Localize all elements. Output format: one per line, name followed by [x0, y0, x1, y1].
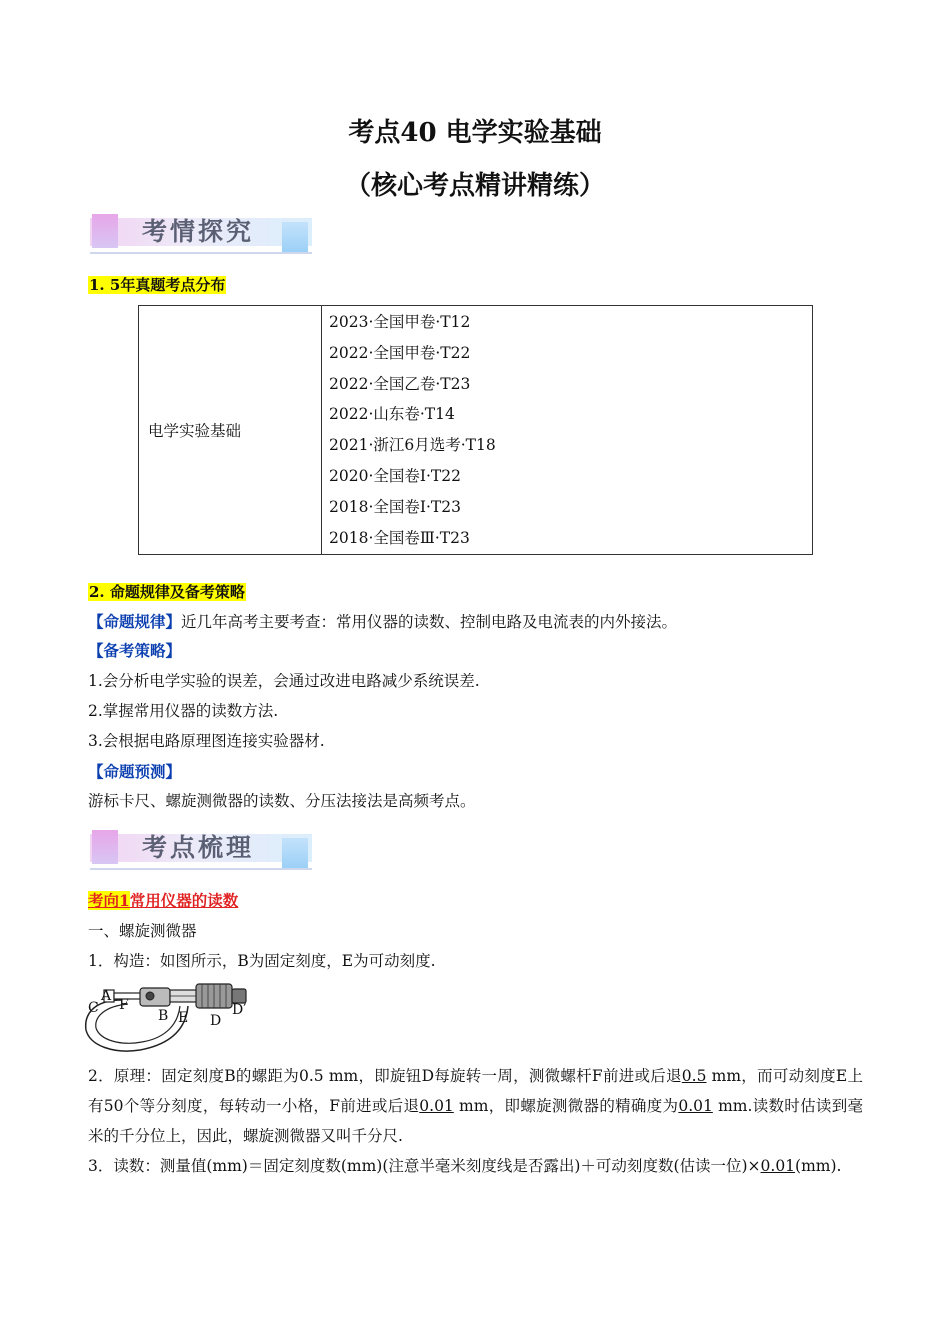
section-banner-exam-analysis	[90, 214, 312, 256]
figure-label: A	[101, 988, 112, 1004]
figure-label: C	[88, 1000, 99, 1016]
list-item: 2021·浙江6月选考·T18	[329, 436, 496, 455]
rule-paragraph	[88, 612, 677, 632]
strategy-item: 3.会根据电路原理图连接实验器材.	[88, 732, 325, 750]
banner-text: 考情探究	[142, 217, 255, 246]
micrometer-heading: 一、螺旋测微器	[88, 922, 197, 940]
principle-paragraph: 2．原理：固定刻度B的螺距为0.5 mm，即旋钮D每旋转一周，测微螺杆F前进或后退0.5 mm，而可动刻度E上有50个等分刻度，每转动一小格，F前进或后退0.01 mm，即螺旋测微器的精确度为0.01 mm.读数时估读到毫米的千分位上，因此，螺旋测微器又叫千分尺.	[88, 1067, 863, 1145]
micrometer-structure: 1．构造：如图所示，B为固定刻度，E为可动刻度.	[88, 952, 436, 970]
section2-heading: 2. 命题规律及备考策略	[89, 583, 245, 601]
page-title: 考点40 电学实验基础	[348, 118, 602, 148]
answer-blank: 0.01	[760, 1157, 796, 1175]
table-items-cell	[322, 306, 813, 555]
answer-blank: 0.01	[419, 1097, 454, 1115]
ratchet	[232, 989, 246, 1003]
list-item: 2023·全国甲卷·T12	[329, 313, 471, 331]
list-item: 2022·全国乙卷·T23	[329, 374, 471, 393]
list-item: 2022·全国甲卷·T22	[329, 343, 471, 362]
section1-heading: 1. 5年真题考点分布	[89, 276, 226, 294]
rule-label: 【命题规律】	[88, 612, 182, 631]
answer-blank: 0.5	[681, 1067, 707, 1085]
strategy-label: 【备考策略】	[88, 641, 182, 660]
exam-distribution-table	[138, 305, 813, 555]
banner-text: 考点梳理	[142, 833, 255, 862]
table-topic-cell: 电学实验基础	[139, 306, 322, 555]
strategy-item: 1.会分析电学实验的误差，会通过改进电路减少系统误差.	[88, 672, 480, 690]
forecast-label: 【命题预测】	[88, 762, 182, 781]
figure-label: E	[178, 1010, 189, 1026]
rule-text: 近几年高考主要考查：常用仪器的读数、控制电路及电流表的内外接法。	[181, 613, 678, 631]
frame-body	[140, 988, 170, 1006]
section-banner-key-points	[90, 830, 312, 872]
answer-blank: 0.01	[678, 1097, 713, 1115]
list-item: 2020·全国卷Ⅰ·T22	[329, 466, 461, 485]
figure-label: D′	[232, 1002, 247, 1018]
list-item: 2018·全国卷Ⅰ·T23	[329, 497, 461, 516]
lock-knob	[146, 992, 154, 1000]
figure-label: F	[119, 997, 129, 1013]
direction-title: 常用仪器的读数	[129, 891, 239, 910]
figure-label: D	[210, 1013, 222, 1029]
direction-heading	[88, 891, 238, 911]
page-subtitle: （核心考点精讲精练）	[344, 171, 605, 201]
reading-paragraph: 3．读数：测量值(mm)＝固定刻度数(mm)(注意半毫米刻度线是否露出)＋可动刻度数(估读一位)×0.01(mm).	[88, 1157, 842, 1175]
list-item: 2018·全国卷Ⅲ·T23	[329, 528, 470, 547]
direction-label: 考向1	[88, 891, 130, 910]
strategy-item: 2.掌握常用仪器的读数方法.	[88, 702, 279, 720]
forecast-text: 游标卡尺、螺旋测微器的读数、分压法接法是高频考点。	[88, 792, 476, 810]
figure-label: B	[158, 1008, 169, 1024]
micrometer-figure	[84, 976, 254, 1056]
list-item: 2022·山东卷·T14	[329, 405, 455, 424]
